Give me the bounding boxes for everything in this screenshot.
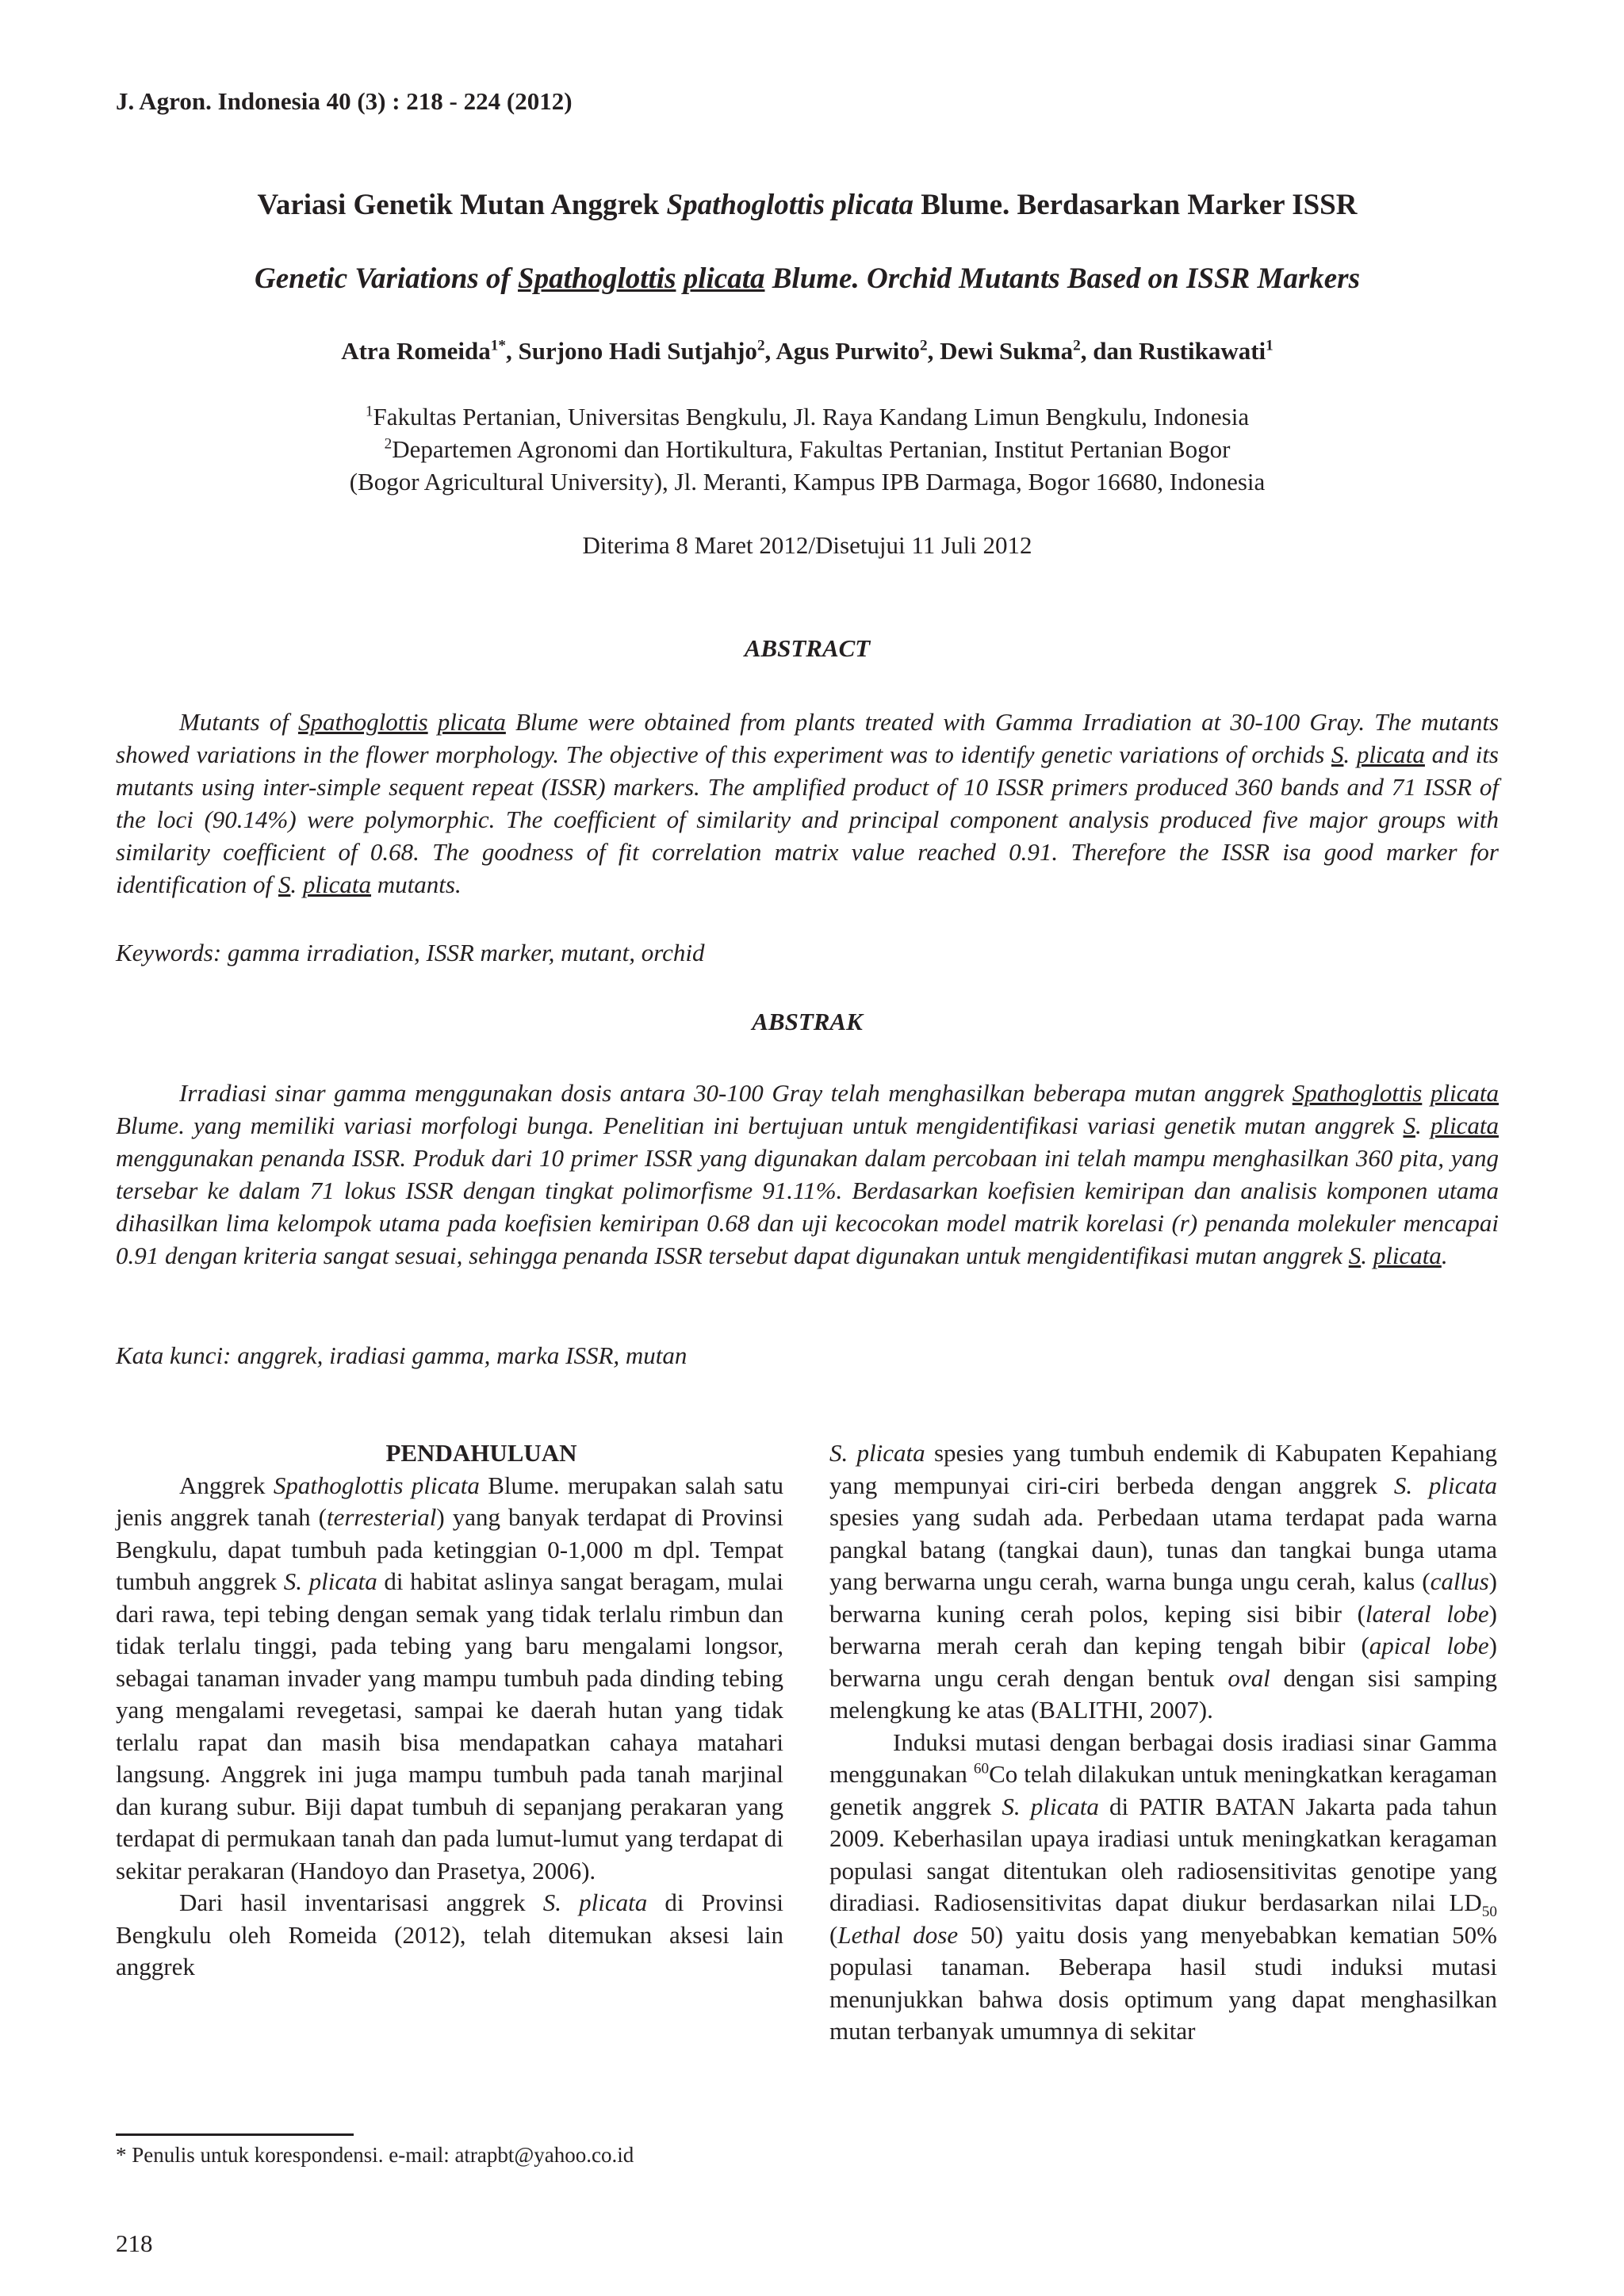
received-date: Diterima 8 Maret 2012/Disetujui 11 Juli 2012 [582, 531, 1032, 559]
paper-subtitle: Genetic Variations of Spathoglottis plicata Blume. Orchid Mutants Based on ISSR Markers [255, 262, 1360, 295]
author: Surjono Hadi Sutjahjo [518, 337, 757, 365]
author-list: Atra Romeida$^{1*}$, Surjono Hadi Sutjahjo$^2$, Agus Purwito$^2$, Dewi Sukma$^2$, dan Rustikawati$^1$ [341, 337, 1274, 365]
journal-citation: J. Agron. Indonesia 40 (3) : 218 - 224 (2012) [116, 87, 573, 115]
page-number: 218 [116, 2229, 153, 2257]
author: dan Rustikawati [1093, 337, 1266, 365]
author: Dewi Sukma [940, 337, 1074, 365]
footnote-rule [116, 2133, 354, 2136]
section-heading: PENDAHULUAN [385, 1439, 577, 1467]
body-column-left [116, 1437, 783, 1984]
keywords: Keywords: gamma irradiation, ISSR marker, mutant, orchid [116, 939, 705, 966]
author: Agus Purwito [776, 337, 921, 365]
body-column-right [829, 1437, 1497, 2048]
affiliation-2-cont: (Bogor Agricultural University), Jl. Meranti, Kampus IPB Darmaga, Bogor 16680, Indonesia [349, 468, 1266, 496]
footnote: * Penulis untuk korespondensi. e-mail: atrapbt@yahoo.co.id [116, 2143, 634, 2167]
abstract-heading: ABSTRACT [744, 634, 871, 662]
body-paragraph: Anggrek Spathoglottis plicata Blume. merupakan salah satu jenis anggrek tanah (terresterial) yang banyak terdapat di Provinsi Bengkulu, dapat tumbuh pada ketinggian 0-1,000 m dpl. Tempat tumbuh anggrek S. plicata di habitat aslinya sangat beragam, mulai dari rawa, tepi tebing dengan semak yang tidak terlalu rimbun dan tidak terlalu tinggi, pada tebing yang baru mengalami longsor, sebagai tanaman invader yang mampu tumbuh pada dinding tebing yang mengalami revegetasi, sampai ke daerah hutan yang tidak terlalu rapat dan masih bisa mendapatkan cahaya matahari langsung. Anggrek ini juga mampu tumbuh pada tanah marjinal dan kurang subur. Biji dapat tumbuh di sepanjang perakaran yang terdapat di permukaan tanah dan pada lumut-lumut yang terdapat di sekitar perakaran (Handoyo dan Prasetya, 2006). [116, 1471, 783, 1885]
body-paragraph: Induksi mutasi dengan berbagai dosis iradiasi sinar Gamma menggunakan $^{60}$Co telah dilakukan untuk meningkatkan keragaman genetik anggrek S. plicata di PATIR BATAN Jakarta pada tahun 2009. Keberhasilan upaya iradiasi untuk meningkatkan keragaman populasi sangat ditentukan oleh radiosensitivitas genotipe yang diradiasi. Radiosensitivitas dapat diukur berdasarkan nilai $LD_{50}$ (Lethal dose 50) yaitu dosis yang menyebabkan kematian 50% populasi tanaman. Beberapa hasil studi induksi mutasi menunjukkan bahwa dosis optimum yang dapat menghasilkan mutan terbanyak umumnya di sekitar [829, 1728, 1498, 2045]
abstrak-heading: ABSTRAK [752, 1008, 863, 1035]
affiliation-1: $^1$Fakultas Pertanian, Universitas Bengkulu, Jl. Raya Kandang Limun Bengkulu, Indonesia [365, 403, 1250, 430]
abstrak-body: Irradiasi sinar gamma menggunakan dosis antara 30-100 Gray telah menghasilkan beberapa mutan anggrek Spathoglottis plicata Blume. yang memiliki variasi morfologi bunga. Penelitian ini bertujuan untuk mengidentifikasi variasi genetik mutan anggrek S. plicata menggunakan penanda ISSR. Produk dari 10 primer ISSR yang digunakan dalam percobaan ini telah mampu menghasilkan 360 pita, yang tersebar ke dalam 71 lokus ISSR dengan tingkat polimorfisme 91.11%. Berdasarkan koefisien kemiripan dan analisis komponen utama dihasilkan lima kelompok utama pada koefisien kemiripan 0.68 dan uji kecocokan model matrik korelasi (r) penanda molekuler mencapai 0.91 dengan kriteria sangat sesuai, sehingga penanda ISSR tersebut dapat digunakan untuk mengidentifikasi mutan anggrek S. plicata. [116, 1079, 1500, 1269]
affiliation-2: $^2$Departemen Agronomi dan Hortikultura, Fakultas Pertanian, Institut Pertanian Bogor [384, 435, 1231, 463]
author: Atra Romeida [341, 337, 491, 365]
kata-kunci: Kata kunci: anggrek, iradiasi gamma, marka ISSR, mutan [116, 1341, 688, 1369]
abstract-body: Mutants of Spathoglottis plicata Blume were obtained from plants treated with Gamma Irradiation at 30-100 Gray. The mutants showed variations in the flower morphology. The objective of this experiment was to identify genetic variations of orchids S. plicata and its mutants using inter-simple sequent repeat (ISSR) markers. The amplified product of 10 ISSR primers produced 360 bands and 71 ISSR of the loci (90.14%) were polymorphic. The coefficient of similarity and principal component analysis produced five major groups with similarity coefficient of 0.68. The goodness of fit correlation matrix value reached 0.91. Therefore the ISSR isa good marker for identification of S. plicata mutants. [116, 708, 1500, 898]
body-paragraph: Dari hasil inventarisasi anggrek S. plicata di Provinsi Bengkulu oleh Romeida (2012), telah ditemukan aksesi lain anggrek [116, 1888, 783, 1980]
body-paragraph-cont: S. plicata spesies yang tumbuh endemik di Kabupaten Kepahiang yang mempunyai ciri-ciri berbeda dengan anggrek S. plicata spesies yang sudah ada. Perbedaan utama terdapat pada warna pangkal batang (tangkai daun), tunas dan tangkai bunga utama yang berwarna ungu cerah, warna bunga ungu cerah, kalus (callus) berwarna kuning cerah polos, keping sisi bibir (lateral lobe) berwarna merah cerah dan keping tengah bibir (apical lobe) berwarna ungu cerah dengan bentuk oval dengan sisi samping melengkung ke atas (BALITHI, 2007). [829, 1439, 1498, 1724]
affiliations [116, 400, 1499, 498]
paper-title: Variasi Genetik Mutan Anggrek Spathoglottis plicata Blume. Berdasarkan Marker ISSR [257, 189, 1358, 221]
